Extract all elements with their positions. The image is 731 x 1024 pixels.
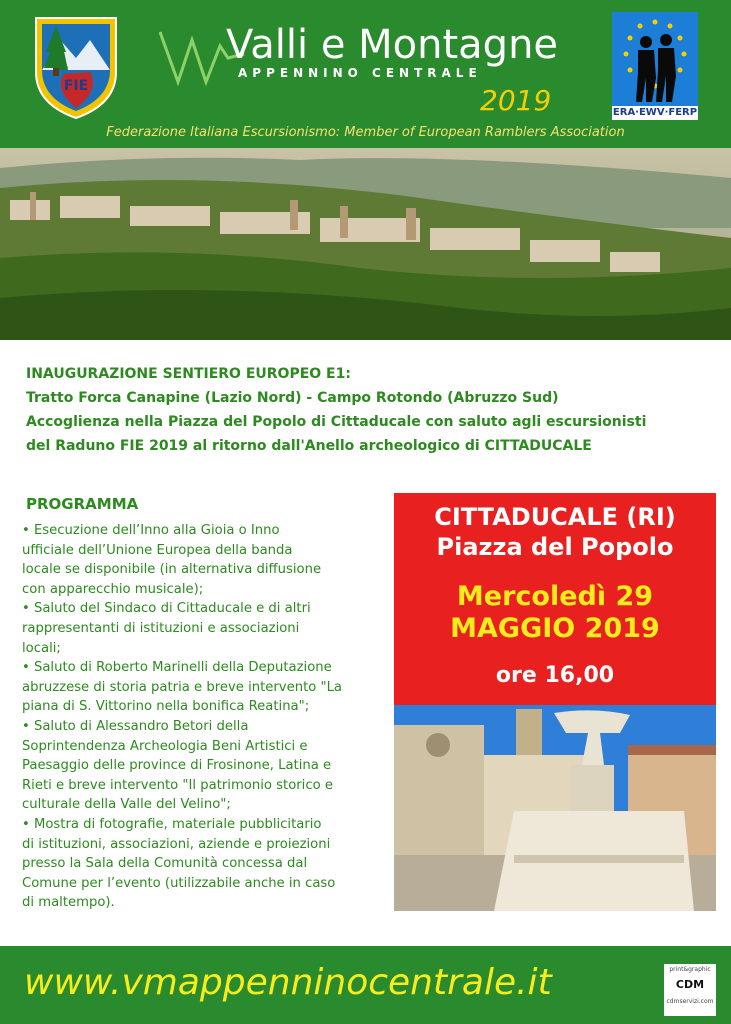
intro-block — [26, 362, 716, 458]
federation-line: Federazione Italiana Escursionismo: Member of European Ramblers Association — [106, 125, 625, 140]
programma-line: • Mostra di fotografie, materiale pubblicitario — [22, 816, 322, 832]
programma-line: presso la Sala della Comunità concessa dal — [22, 856, 308, 872]
fie-logo-shield — [32, 12, 120, 122]
programma-line: • Saluto del Sindaco di Cittaducale e di altri — [22, 601, 311, 617]
event-square: Piazza del Popolo — [436, 533, 674, 561]
title-year: 2019 — [480, 84, 552, 117]
programma-line: • Saluto di Alessandro Betori della — [22, 718, 249, 734]
intro-line: Tratto Forca Canapine (Lazio Nord) - Campo Rotondo (Abruzzo Sud) — [26, 390, 559, 406]
programma-line: locali; — [22, 640, 61, 656]
page-title: Valli e Montagne — [226, 22, 559, 68]
programma-line: Rieti e breve intervento "Il patrimonio storico e — [22, 777, 333, 793]
town-panorama-photo — [0, 148, 731, 340]
programma-line: Paesaggio delle province di Frosinone, Latina e — [22, 758, 332, 774]
cdm-badge-main: CDM — [675, 978, 705, 991]
event-time: ore 16,00 — [495, 663, 615, 688]
programma-line: ufficiale dell’Unione Europea della banda — [22, 542, 293, 558]
intro-line: INAUGURAZIONE SENTIERO EUROPEO E1: — [26, 366, 351, 382]
programma-line: locale se disponibile (in alternativa diffusione — [22, 562, 322, 578]
programma-line: di istituzioni, associazioni, aziende e proiezioni — [22, 836, 331, 852]
programma-line: Comune per l’evento (utilizzabile anche in caso — [22, 875, 336, 891]
intro-line: Accoglienza nella Piazza del Popolo di Cittaducale con saluto agli escursionisti — [26, 414, 647, 430]
cdm-badge-top: print&graphic — [669, 966, 711, 973]
programma-line: piana di S. Vittorino nella bonifica Reatina"; — [22, 699, 310, 715]
programma-line: rappresentanti di istituzioni e associazioni — [22, 620, 300, 636]
intro-line: del Raduno FIE 2019 al ritorno dall'Anello archeologico di CITTADUCALE — [26, 438, 592, 454]
programma-line: Soprintendenza Archeologia Beni Artistici e — [22, 738, 308, 754]
era-logo — [612, 12, 698, 120]
event-place: CITTADUCALE (RI) — [434, 503, 676, 531]
programma-line: • Esecuzione dell’Inno alla Gioia o Inno — [22, 523, 280, 538]
programma-line: • Saluto di Roberto Marinelli della Deputazione — [22, 660, 332, 676]
cdm-badge-bottom: cdmservizi.com — [666, 998, 714, 1005]
programma-line: con apparecchio musicale); — [22, 581, 204, 597]
programma-title: PROGRAMMA — [26, 495, 139, 513]
programma-line: abruzzese di storia patria e breve intervento "La — [22, 679, 343, 695]
event-info-box — [394, 493, 716, 705]
fie-logo-text: FIE — [63, 78, 89, 94]
website-link[interactable]: www.vmappenninocentrale.it — [24, 962, 552, 1003]
cdm-badge — [664, 964, 716, 1016]
page-subtitle: APPENNINO CENTRALE — [238, 66, 482, 80]
era-logo-text: ERA·EWV·FERP — [612, 107, 698, 118]
event-day: Mercoledì 29 — [456, 581, 654, 612]
programma-list — [22, 521, 392, 913]
piazza-fountain-photo — [394, 705, 716, 911]
programma-line: culturale della Valle del Velino"; — [22, 797, 231, 813]
event-month: MAGGIO 2019 — [450, 613, 660, 644]
programma-line: di maltempo). — [22, 895, 115, 911]
